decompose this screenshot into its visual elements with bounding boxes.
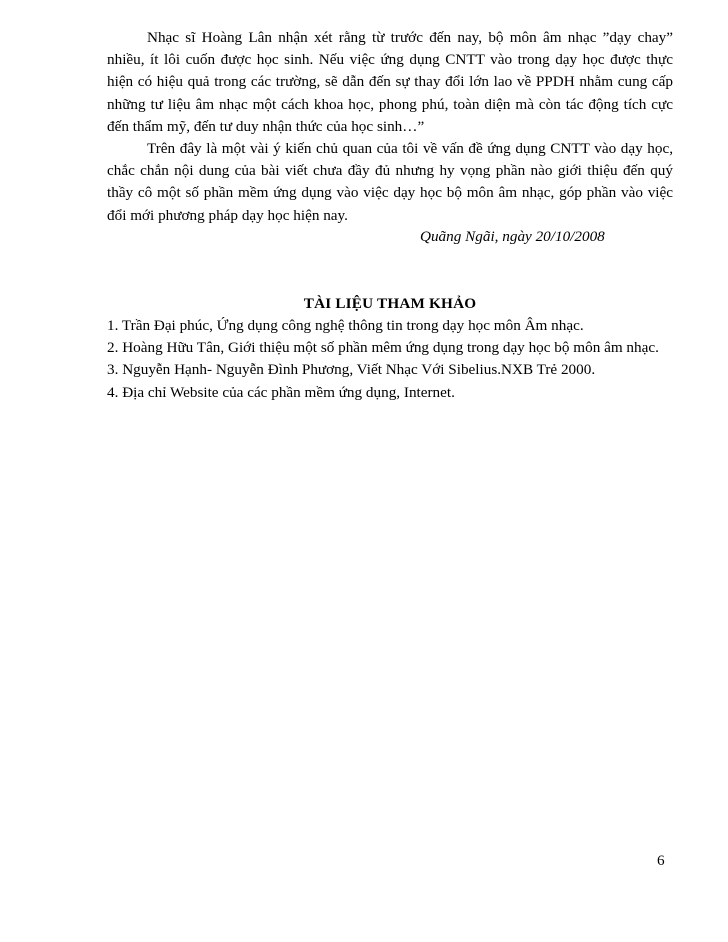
references-title: TÀI LIỆU THAM KHẢO — [303, 295, 477, 312]
body-text — [107, 27, 673, 227]
paragraph-conclusion: Trên đây là một vài ý kiến chủ quan của tôi về vấn đề ứng dụng CNTT vào dạy học, chắc chắn nội dung của bài viết chưa đầy đủ nhưng hy vọng phần nào giới thiệu đến quý thầy cô một số phần mềm ứng dụng vào việc dạy học bộ môn âm nhạc, góp phần vào việc đổi mới phương pháp dạy học hiện nay. — [107, 140, 673, 224]
reference-item: 2. Hoàng Hữu Tân, Giới thiệu một số phần mêm ứng dụng trong dạy học bộ môn âm nhạc. — [107, 339, 659, 357]
paragraph-hoang-lan-quote: Nhạc sĩ Hoàng Lân nhận xét rằng từ trước đến nay, bộ môn âm nhạc ”dạy chay” nhiều, ít lôi cuốn được học sinh. Nếu việc ứng dụng CNTT vào trong dạy học được thực hiện có hiệu quả trong các trường, sẽ dẫn đến sự thay đổi lớn lao về PPDH nhằm cung cấp những tư liệu âm nhạc một cách khoa học, phong phú, toàn diện mà còn tác động tích cực đến thẩm mỹ, đến tư duy nhận thức của học sinh…” — [107, 29, 673, 135]
reference-item: 3. Nguyễn Hạnh- Nguyễn Đình Phương, Viết Nhạc Với Sibelius.NXB Trẻ 2000. — [107, 361, 596, 379]
references-section — [107, 293, 673, 404]
reference-item: 1. Trần Đại phúc, Ứng dụng công nghệ thông tin trong dạy học môn Âm nhạc. — [107, 317, 584, 334]
date-place-line: Quãng Ngãi, ngày 20/10/2008 — [420, 228, 605, 245]
page-number: 6 — [657, 852, 665, 869]
reference-item: 4. Địa chỉ Website của các phần mềm ứng dụng, Internet. — [107, 383, 455, 401]
